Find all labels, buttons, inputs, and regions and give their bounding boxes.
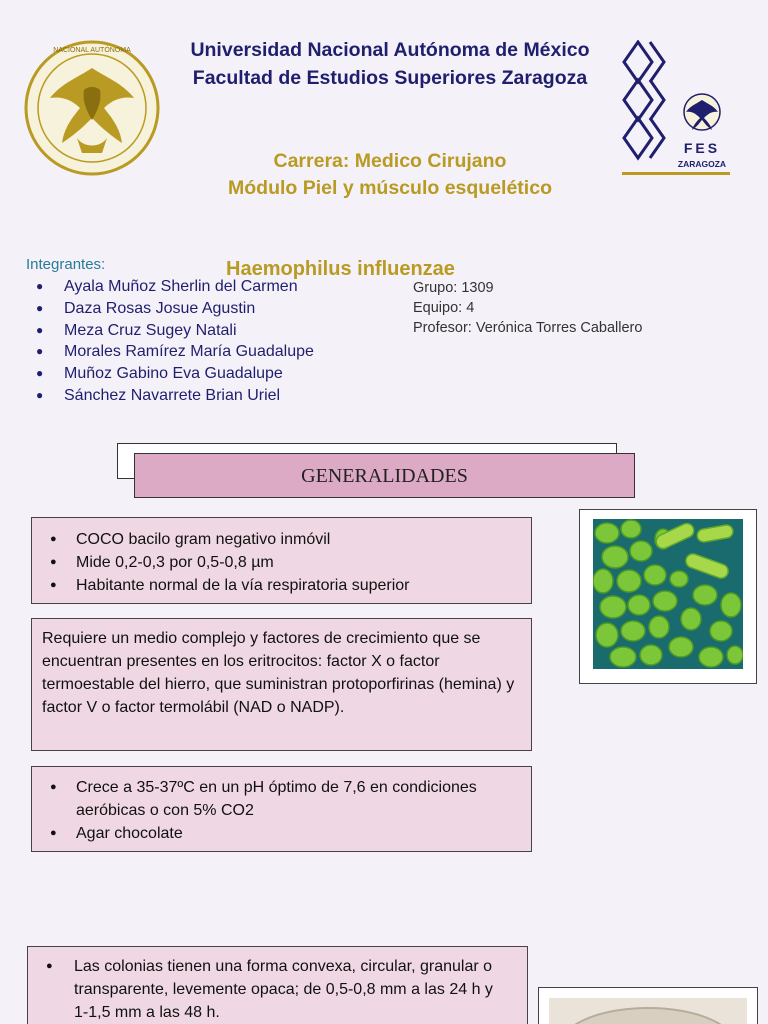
team-number: Equipo: 4: [413, 300, 475, 316]
university-title: [170, 36, 610, 92]
career-module: [170, 148, 610, 202]
colony-description-box: [27, 946, 528, 1024]
list-item: ● Habitante normal de la vía respiratoria superior: [32, 574, 531, 597]
growth-requirements-box: [31, 618, 532, 751]
section-title: GENERALIDADES: [134, 453, 635, 498]
member-item: ● Muñoz Gabino Eva Guadalupe: [36, 363, 314, 385]
university-name: Universidad Nacional Autónoma de México: [190, 39, 590, 61]
group-info: [413, 278, 642, 338]
unam-seal-logo: [22, 38, 162, 178]
characteristics-box: [31, 517, 532, 604]
agar-plate-photo: [538, 987, 758, 1024]
list-item: ● COCO bacilo gram negativo inmóvil: [32, 528, 531, 551]
member-item: ● Sánchez Navarrete Brian Uriel: [36, 385, 314, 407]
group-number: Grupo: 1309: [413, 280, 494, 296]
member-item: ● Morales Ramírez María Guadalupe: [36, 341, 314, 363]
fes-logo-subtext: ZARAGOZA: [677, 159, 727, 169]
list-item: ● Mide 0,2-0,3 por 0,5-0,8 µm: [32, 551, 531, 574]
list-item: ● Las colonias tienen una forma convexa, circular, granular o transparente, levemente opaca; de 0,5-0,8 mm a las 24 h y 1-1,5 mm a las 48 h.: [28, 955, 527, 1024]
professor-name: Profesor: Verónica Torres Caballero: [413, 320, 643, 336]
bacteria-micrograph: [579, 509, 757, 684]
growth-requirements-text: Requiere un medio complejo y factores de crecimiento que se encuentran presentes en los eritrocitos: factor X o factor termoestable del hierro, que suministran protoporfirinas (hemina) y factor V o factor termolábil (NAD o NADP).: [42, 630, 515, 716]
fes-zaragoza-logo: [620, 40, 735, 180]
list-item: ● Crece a 35-37ºC en un pH óptimo de 7,6 en condiciones aeróbicas o con 5% CO2: [32, 776, 531, 822]
member-list: [36, 276, 314, 407]
fes-logo-text: FES: [683, 140, 721, 156]
member-item: ● Meza Cruz Sugey Natali: [36, 320, 314, 342]
member-item: ● Ayala Muñoz Sherlin del Carmen: [36, 276, 314, 298]
svg-text:NACIONAL AUTÓNOMA: NACIONAL AUTÓNOMA: [53, 47, 131, 54]
culture-conditions-box: [31, 766, 532, 852]
module-name: Módulo Piel y músculo esquelético: [228, 177, 552, 199]
topic-title: Haemophilus influenzae: [226, 258, 455, 280]
career-name: Carrera: Medico Cirujano: [273, 150, 507, 172]
team-label: Integrantes:: [26, 256, 106, 273]
list-item: ● Agar chocolate: [32, 822, 531, 845]
member-item: ● Daza Rosas Josue Agustin: [36, 298, 314, 320]
faculty-name: Facultad de Estudios Superiores Zaragoza: [192, 67, 588, 89]
